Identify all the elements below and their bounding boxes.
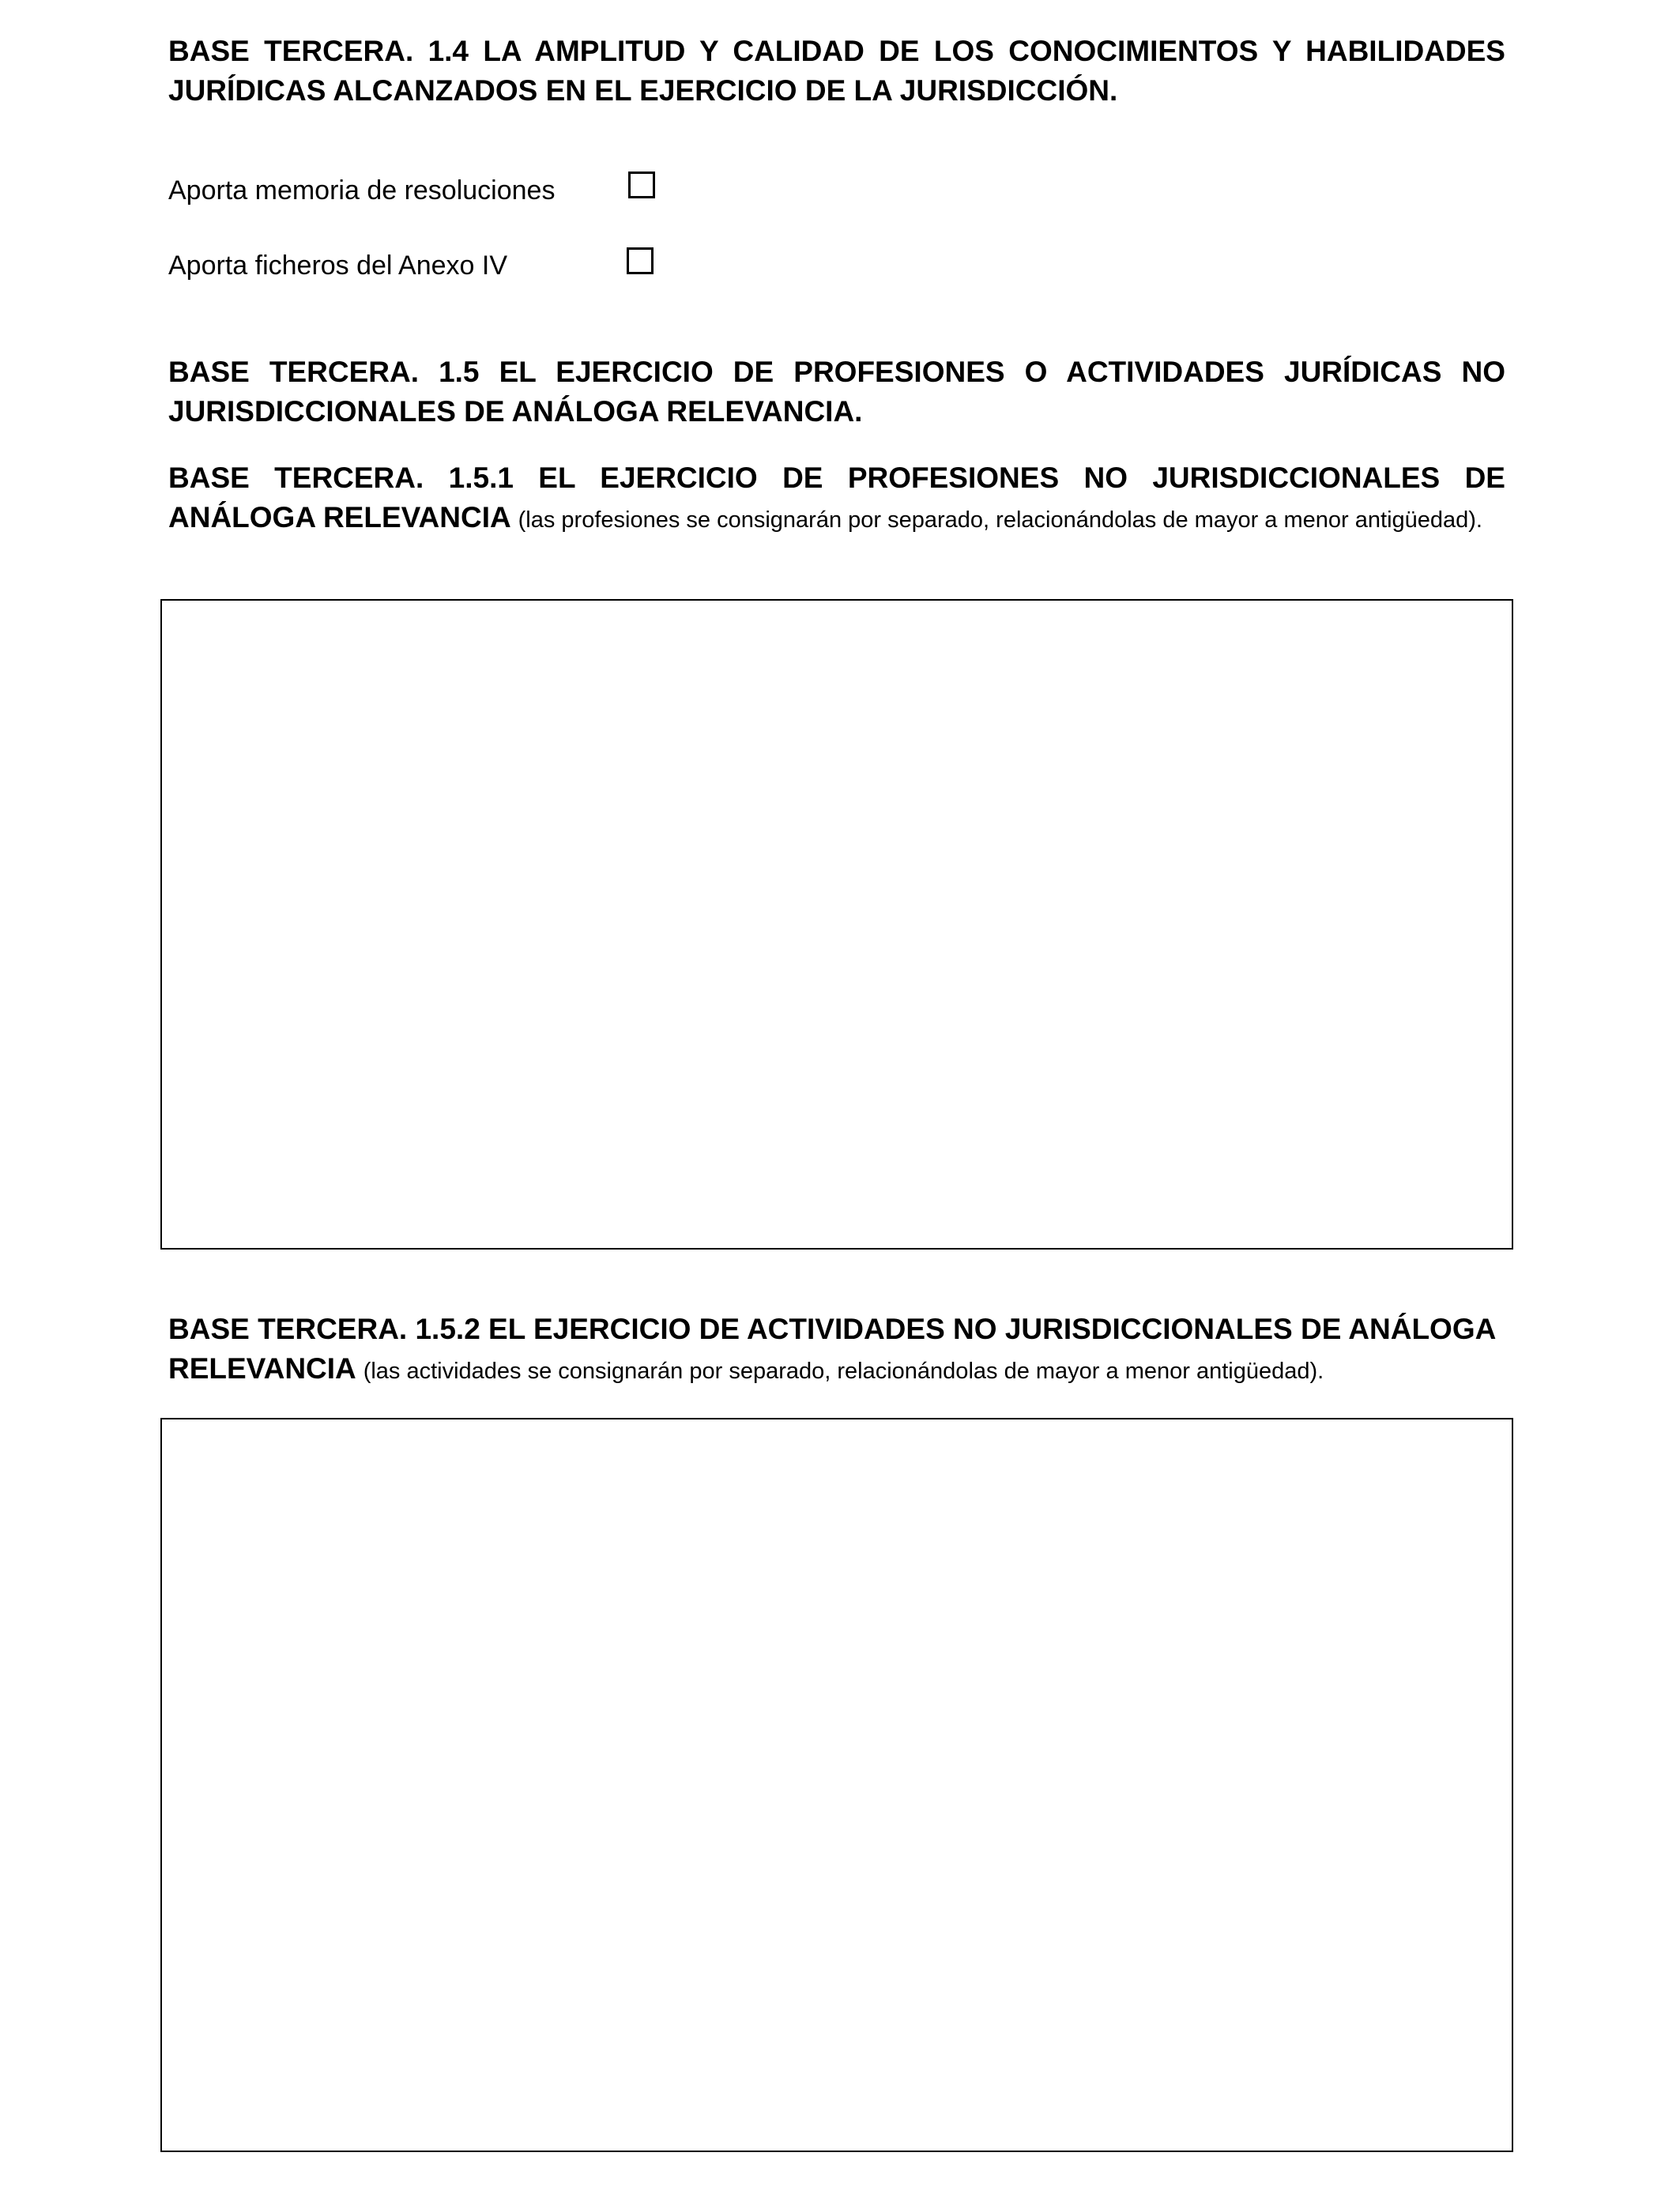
check-label-memoria: Aporta memoria de resoluciones	[168, 175, 556, 205]
section-1-4-title: BASE TERCERA. 1.4 LA AMPLITUD Y CALIDAD DE LOS CONOCIMIENTOS Y HABILIDADES JURÍDICAS ALCANZADOS EN EL EJERCICIO DE LA JURISDICCIÓN.	[168, 35, 1505, 107]
section-1-5-1-note: (las profesiones se consignarán por separado, relacionándolas de mayor a menor antigüedad).	[518, 507, 1482, 533]
profesiones-text-box[interactable]	[160, 599, 1513, 1250]
section-1-5-1-heading	[168, 458, 1505, 537]
section-1-5-1-title: BASE TERCERA. 1.5.1 EL EJERCICIO DE PROFESIONES NO JURISDICCIONALES DE ANÁLOGA RELEVANCIA	[168, 462, 1505, 533]
section-1-5-2-heading	[168, 1310, 1505, 1391]
section-1-5-heading	[168, 352, 1505, 432]
check-row-memoria	[168, 171, 655, 210]
section-1-5-title: BASE TERCERA. 1.5 EL EJERCICIO DE PROFESIONES O ACTIVIDADES JURÍDICAS NO JURISDICCIONALES DE ANÁLOGA RELEVANCIA.	[168, 356, 1505, 428]
section-1-5-2-note: (las actividades se consignarán por separado, relacionándolas de mayor a menor antigüedad).	[363, 1359, 1324, 1384]
checkbox-memoria[interactable]	[628, 172, 655, 198]
checkbox-anexo[interactable]	[627, 247, 654, 274]
section-1-4-heading	[168, 32, 1505, 111]
actividades-text-box[interactable]	[160, 1418, 1513, 2152]
check-row-anexo	[168, 246, 654, 285]
section-1-5-2-title: BASE TERCERA. 1.5.2 EL EJERCICIO DE ACTIVIDADES NO JURISDICCIONALES DE ANÁLOGA RELEVANCIA	[168, 1313, 1495, 1385]
check-label-anexo: Aporta ficheros del Anexo IV	[168, 250, 508, 281]
